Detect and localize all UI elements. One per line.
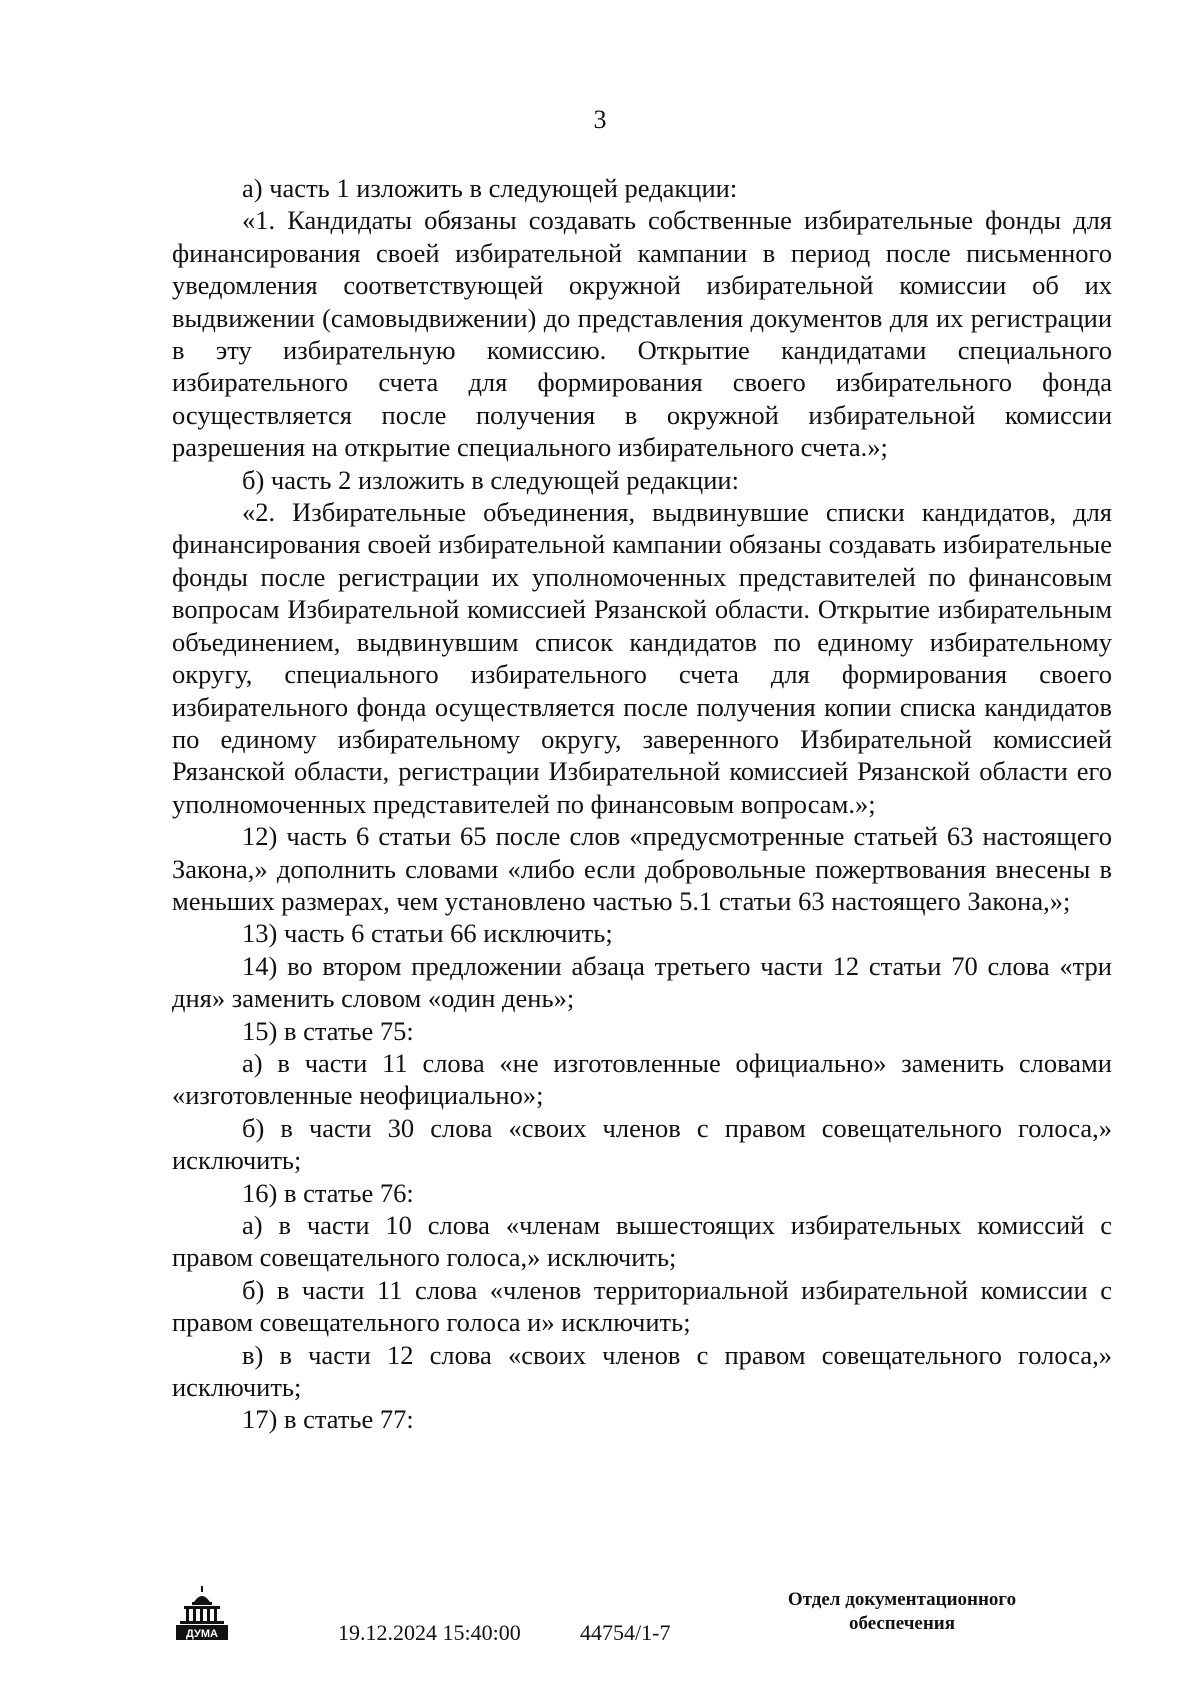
footer-department-line: Отдел документационного [787, 1589, 1017, 1610]
footer-datetime: 19.12.2024 15:40:00 [338, 1620, 521, 1645]
paragraph: 12) часть 6 статьи 65 после слов «предусмотренные статьей 63 настоящего Закона,» дополнить словами «либо если добровольные пожертвования внесены в меньших размерах, чем установлено частью 5.1 статьи 63 настоящего Закона,»; [172, 821, 1112, 916]
footer-department [752, 1588, 1052, 1636]
paragraph: а) в части 11 слова «не изготовленные официально» заменить словами «изготовленные неофициально»; [172, 1047, 1112, 1111]
paragraph: «2. Избирательные объединения, выдвинувшие списки кандидатов, для финансирования своей избирательной кампании обязаны создавать избирательные фонды после регистрации их уполномоченных представителей по финансовым вопросам Избирательной комиссией Рязанской области. Открытие избирательным объединением, выдвинувшим список кандидатов по единому избирательному округу, специального избирательного счета для формирования своего избирательного фонда осуществляется после получения копии списка кандидатов по единому избирательному округу, заверенного Избирательной комиссией Рязанской области, регистрации Избирательной комиссией Рязанской области его уполномоченных представителей по финансовым вопросам.»; [172, 497, 1112, 819]
paragraph: 16) в статье 76: [242, 1177, 414, 1208]
paragraph: в) в части 12 слова «своих членов с правом совещательного голоса,» исключить; [172, 1339, 1112, 1403]
footer-doc-number: 44754/1-7 [580, 1620, 671, 1645]
paragraph: «1. Кандидаты обязаны создавать собственные избирательные фонды для финансирования своей избирательной кампании в период после письменного уведомления соответствующей окружной избирательной комиссии об их выдвижении (самовыдвижении) до представления документов для их регистрации в эту избирательную комиссию. Открытие кандидатами специального избирательного счета для формирования своего избирательного фонда осуществляется после получения в окружной избирательной комиссии разрешения на открытие специального избирательного счета.»; [172, 205, 1112, 463]
paragraph: б) часть 2 изложить в следующей редакции: [242, 464, 739, 495]
paragraph: а) часть 1 изложить в следующей редакции: [242, 173, 738, 203]
paragraph: б) в части 30 слова «своих членов с правом совещательного голоса,» исключить; [172, 1112, 1112, 1176]
paragraph: 14) во втором предложении абзаца третьего части 12 статьи 70 слова «три дня» заменить словом «один день»; [172, 950, 1112, 1014]
page-number: 3 [593, 105, 607, 134]
paragraph: б) в части 11 слова «членов территориальной избирательной комиссии с правом совещательного голоса и» исключить; [172, 1274, 1112, 1338]
paragraph: 15) в статье 75: [242, 1015, 414, 1046]
footer-department-line: обеспечения [848, 1613, 956, 1634]
logo-text: ДУМА [186, 1628, 218, 1640]
duma-logo-icon [172, 1582, 232, 1644]
paragraph: 13) часть 6 статьи 66 исключить; [242, 918, 613, 949]
paragraph: а) в части 10 слова «членам вышестоящих избирательных комиссий с правом совещательного голоса,» исключить; [172, 1210, 1112, 1273]
paragraph: 17) в статье 77: [242, 1404, 414, 1435]
document-body [172, 172, 1112, 1436]
